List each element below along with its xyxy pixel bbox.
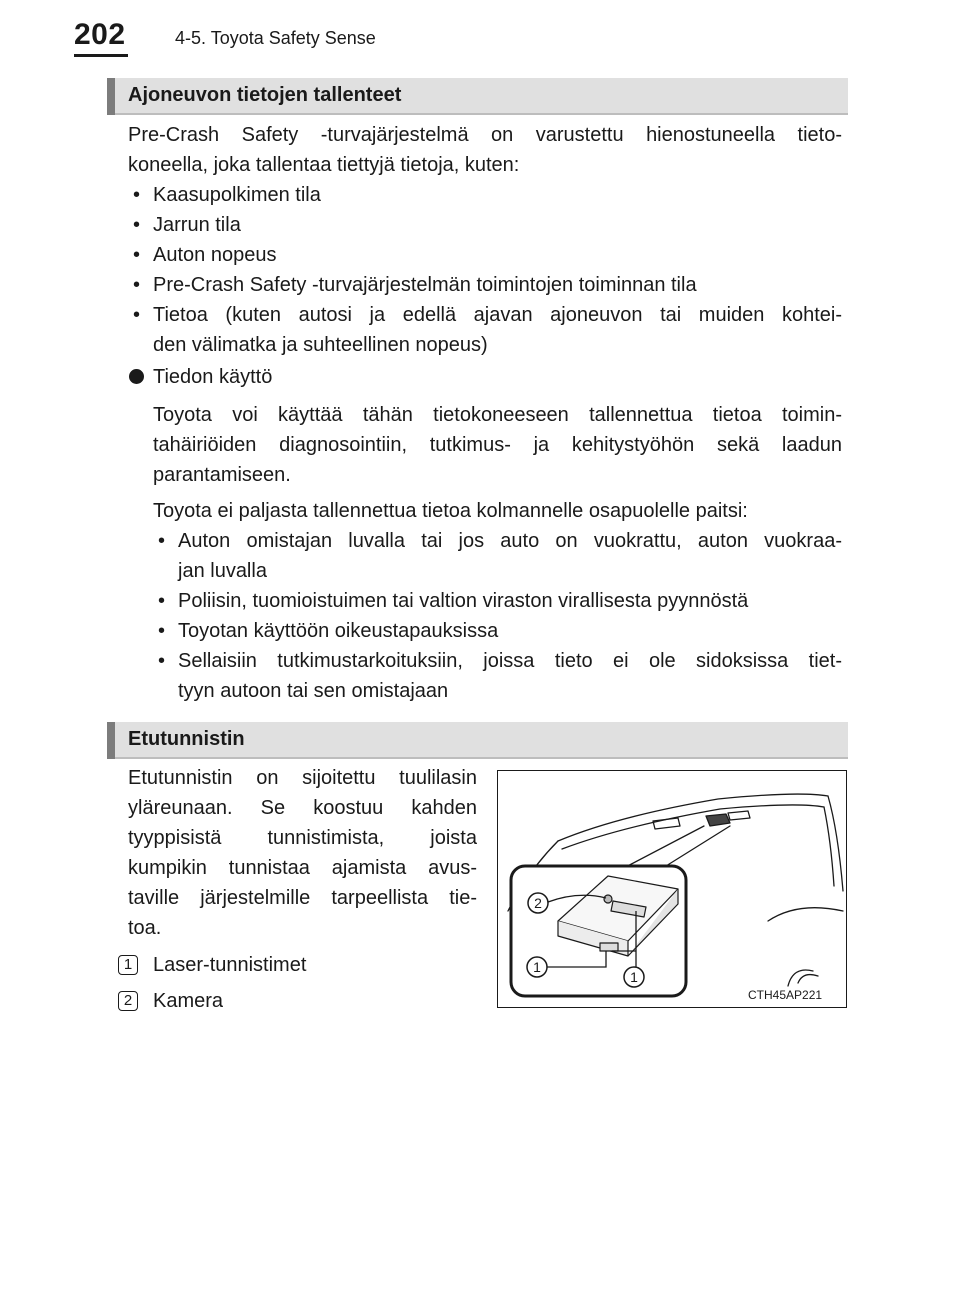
bullet-icon: •	[158, 530, 166, 552]
intro-line-2: koneella, joka tallentaa tiettyjä tietoja, kuten:	[128, 154, 520, 176]
list-item: Poliisin, tuomioistuimen tai valtion viraston virallisesta pyynnöstä	[178, 590, 749, 612]
section-heading-front-sensor	[107, 722, 848, 759]
list-item: Sellaisiin tutkimustarkoituksiin, joissa tieto ei ole sidoksissa tiet-	[178, 650, 842, 672]
section-accent	[107, 722, 115, 759]
paragraph-line: Toyota ei paljasta tallennettua tietoa kolmannelle osapuolelle paitsi:	[153, 500, 748, 522]
list-item: Toyotan käyttöön oikeustapauksissa	[178, 620, 499, 642]
bullet-icon: •	[133, 244, 141, 266]
list-item: Auton omistajan luvalla tai jos auto on vuokrattu, auton vuokraa-	[178, 530, 842, 552]
callout-1-label: 1	[630, 969, 638, 985]
list-item-continued: jan luvalla	[178, 560, 267, 582]
description-line: taville järjestelmille tarpeellista tie-	[128, 887, 477, 909]
figure-code: CTH45AP221	[748, 988, 823, 1002]
intro-line-1: Pre-Crash Safety -turvajärjestelmä on varustettu hienostuneella tieto-	[128, 124, 842, 146]
list-item-continued: den välimatka ja suhteellinen nopeus)	[153, 334, 488, 356]
list-item: Auton nopeus	[153, 244, 277, 266]
description-line: toa.	[128, 917, 162, 939]
bullet-icon: •	[133, 274, 141, 296]
description-line: yläreunaan. Se koostuu kahden	[128, 797, 477, 819]
legend-label-laser: Laser-tunnistimet	[153, 954, 307, 976]
bullet-icon: •	[133, 304, 141, 326]
list-item: Kaasupolkimen tila	[153, 184, 321, 206]
legend-number-2: 2	[118, 991, 138, 1011]
description-line: Etutunnistin on sijoitettu tuulilasin	[128, 767, 477, 789]
header-rule	[74, 54, 128, 57]
description-line: kumpikin tunnistaa ajamista avus-	[128, 857, 477, 879]
list-item: Jarrun tila	[153, 214, 241, 236]
bullet-icon: •	[158, 650, 166, 672]
bullet-icon: •	[158, 590, 166, 612]
callout-1-label: 1	[533, 959, 541, 975]
bullet-icon: •	[133, 184, 141, 206]
paragraph-line: tahäiriöiden diagnosointiin, tutkimus- ja kehitystyöhön sekä laadun	[153, 434, 842, 456]
chapter-title: 4-5. Toyota Safety Sense	[175, 28, 376, 48]
bullet-icon: •	[133, 214, 141, 236]
legend-number-1: 1	[118, 955, 138, 975]
callout-2-label: 2	[534, 895, 542, 911]
sensor-figure	[497, 770, 847, 1008]
section-heading-vehicle-data	[107, 78, 848, 115]
section-title: Ajoneuvon tietojen tallenteet	[128, 84, 402, 106]
list-item-continued: tyyn autoon tai sen omistajaan	[178, 680, 449, 702]
page-number: 202	[74, 18, 126, 51]
filled-circle-icon	[129, 369, 144, 384]
paragraph-line: parantamiseen.	[153, 464, 291, 486]
description-line: tyyppisistä tunnistimista, joista	[128, 827, 477, 849]
list-item: Pre-Crash Safety -turvajärjestelmän toimintojen toiminnan tila	[153, 274, 697, 296]
list-item: Tietoa (kuten autosi ja edellä ajavan ajoneuvon tai muiden kohtei-	[153, 304, 842, 326]
paragraph-line: Toyota voi käyttää tähän tietokoneeseen tallennettua tietoa toimin-	[153, 404, 842, 426]
windshield-sensor-illustration	[498, 771, 845, 1006]
section-accent	[107, 78, 115, 115]
section-title: Etutunnistin	[128, 728, 245, 750]
subheading-data-use: Tiedon käyttö	[153, 366, 273, 388]
legend-label-camera: Kamera	[153, 990, 224, 1012]
bullet-icon: •	[158, 620, 166, 642]
